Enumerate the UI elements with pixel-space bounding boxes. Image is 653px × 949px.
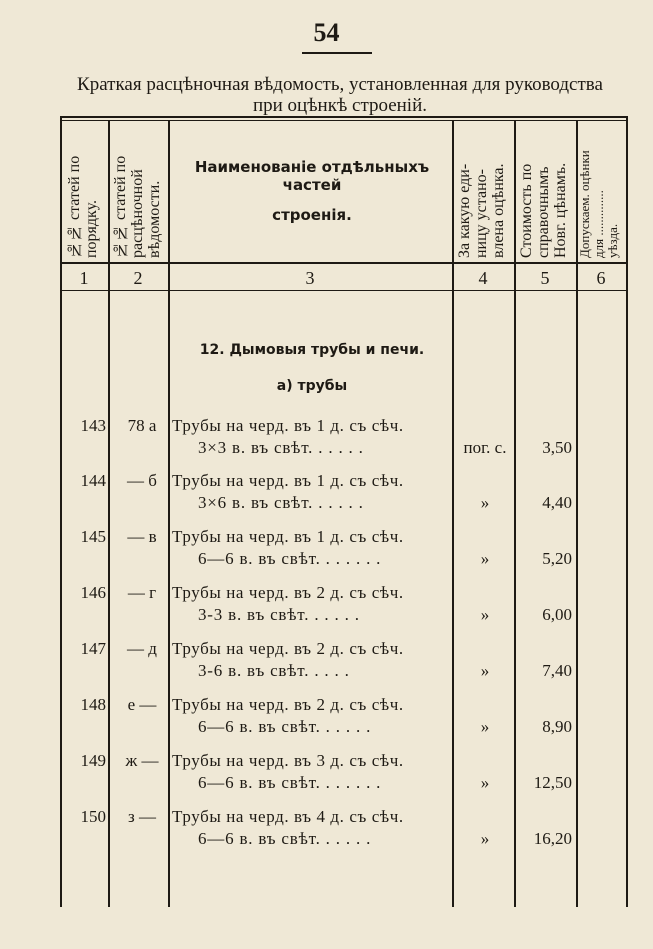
page-number: 54 — [313, 18, 340, 47]
header-col2: №№ статей по расцѣночной вѣдомости. — [112, 155, 163, 258]
row-description-line2: 3-6 в. въ свѣт. . . . . — [198, 661, 350, 680]
table-row — [60, 695, 640, 751]
section-title: 12. Дымовыя трубы и печи. — [199, 342, 425, 358]
header-col3-line2: строенія. — [272, 206, 352, 224]
row-price: 16,20 — [533, 829, 572, 848]
row-unit: » — [480, 605, 490, 624]
header-bottom-rule — [60, 262, 628, 264]
row-description-line2: 3×6 в. въ свѣт. . . . . . — [198, 493, 364, 512]
row-description-line2: 3×3 в. въ свѣт. . . . . . — [198, 438, 364, 457]
row-description-line2: 6—6 в. въ свѣт. . . . . . . — [198, 549, 382, 568]
row-number: 148 — [80, 695, 106, 714]
row-description-line2: 6—6 в. въ свѣт. . . . . . — [198, 829, 372, 848]
subsection-title: а) трубы — [276, 378, 348, 394]
page-number-rule — [302, 52, 372, 54]
row-unit: » — [480, 717, 490, 736]
row-unit: » — [480, 661, 490, 680]
row-description-line1: Трубы на черд. въ 2 д. съ сѣч. — [172, 639, 404, 658]
row-description-line1: Трубы на черд. въ 4 д. съ сѣч. — [172, 807, 404, 826]
row-description-line1: Трубы на черд. въ 1 д. съ сѣч. — [172, 471, 404, 490]
table-row — [60, 807, 640, 863]
column-number-4: 4 — [478, 268, 488, 288]
row-reference: 78 а — [127, 416, 157, 435]
row-unit: » — [480, 773, 490, 792]
row-description-line1: Трубы на черд. въ 2 д. съ сѣч. — [172, 583, 404, 602]
table-row — [60, 639, 640, 695]
row-number: 146 — [80, 583, 106, 602]
table-row — [60, 471, 640, 527]
row-reference: з — — [128, 807, 156, 826]
row-description-line2: 6—6 в. въ свѣт. . . . . . — [198, 717, 372, 736]
table-top-rule-thin — [60, 120, 628, 121]
header-col3-line1: Наименованіе отдѣльныхъ частей — [194, 158, 430, 194]
row-unit: » — [480, 549, 490, 568]
header-col6: Допускаем. оцѣнки для .............. уѣзда. — [577, 150, 620, 258]
row-number: 144 — [80, 471, 106, 490]
row-reference: е — — [127, 695, 157, 714]
row-number: 150 — [80, 807, 106, 826]
document-title — [40, 74, 640, 116]
table-row — [60, 751, 640, 807]
row-price: 12,50 — [533, 773, 572, 792]
row-description-line2: 3-3 в. въ свѣт. . . . . . — [198, 605, 360, 624]
column-number-3: 3 — [305, 268, 315, 288]
table-row — [60, 416, 640, 472]
row-reference: — д — [127, 639, 157, 658]
row-unit: » — [480, 493, 490, 512]
row-price: 3,50 — [542, 438, 572, 457]
table-row — [60, 527, 640, 583]
title-line-1: Краткая расцѣночная вѣдомость, установленная для руководства — [77, 74, 603, 95]
row-description-line1: Трубы на черд. въ 1 д. съ сѣч. — [172, 416, 404, 435]
row-description-line1: Трубы на черд. въ 2 д. съ сѣч. — [172, 695, 404, 714]
title-line-2: при оцѣнкѣ строеній. — [252, 95, 428, 116]
row-price: 8,90 — [542, 717, 572, 736]
table-top-rule — [60, 116, 628, 118]
row-price: 5,20 — [542, 549, 572, 568]
row-number: 149 — [80, 751, 106, 770]
header-col1: №№ статей по порядку. — [66, 155, 100, 258]
row-description-line1: Трубы на черд. въ 3 д. съ сѣч. — [172, 751, 404, 770]
row-unit: » — [480, 829, 490, 848]
column-number-2: 2 — [133, 268, 143, 288]
column-number-6: 6 — [596, 268, 606, 288]
row-price: 6,00 — [542, 605, 572, 624]
row-reference: — б — [127, 471, 157, 490]
row-price: 7,40 — [542, 661, 572, 680]
row-price: 4,40 — [542, 493, 572, 512]
table-row — [60, 583, 640, 639]
row-unit: пог. с. — [463, 438, 507, 457]
column-number-5: 5 — [540, 268, 550, 288]
row-reference: ж — — [125, 751, 159, 770]
row-reference: — в — [127, 527, 157, 546]
colnum-bottom-rule — [60, 290, 628, 291]
row-description-line1: Трубы на черд. въ 1 д. съ сѣч. — [172, 527, 404, 546]
header-col5: Стоимость по справочнымъ Новг. цѣнамъ. — [518, 162, 569, 258]
row-number: 147 — [80, 639, 106, 658]
row-number: 145 — [80, 527, 106, 546]
row-description-line2: 6—6 в. въ свѣт. . . . . . . — [198, 773, 382, 792]
row-reference: — г — [127, 583, 157, 602]
row-number: 143 — [80, 416, 106, 435]
column-number-1: 1 — [79, 268, 89, 288]
header-col4: За какую еди- ницу устано- влена оцѣнка. — [456, 163, 507, 258]
